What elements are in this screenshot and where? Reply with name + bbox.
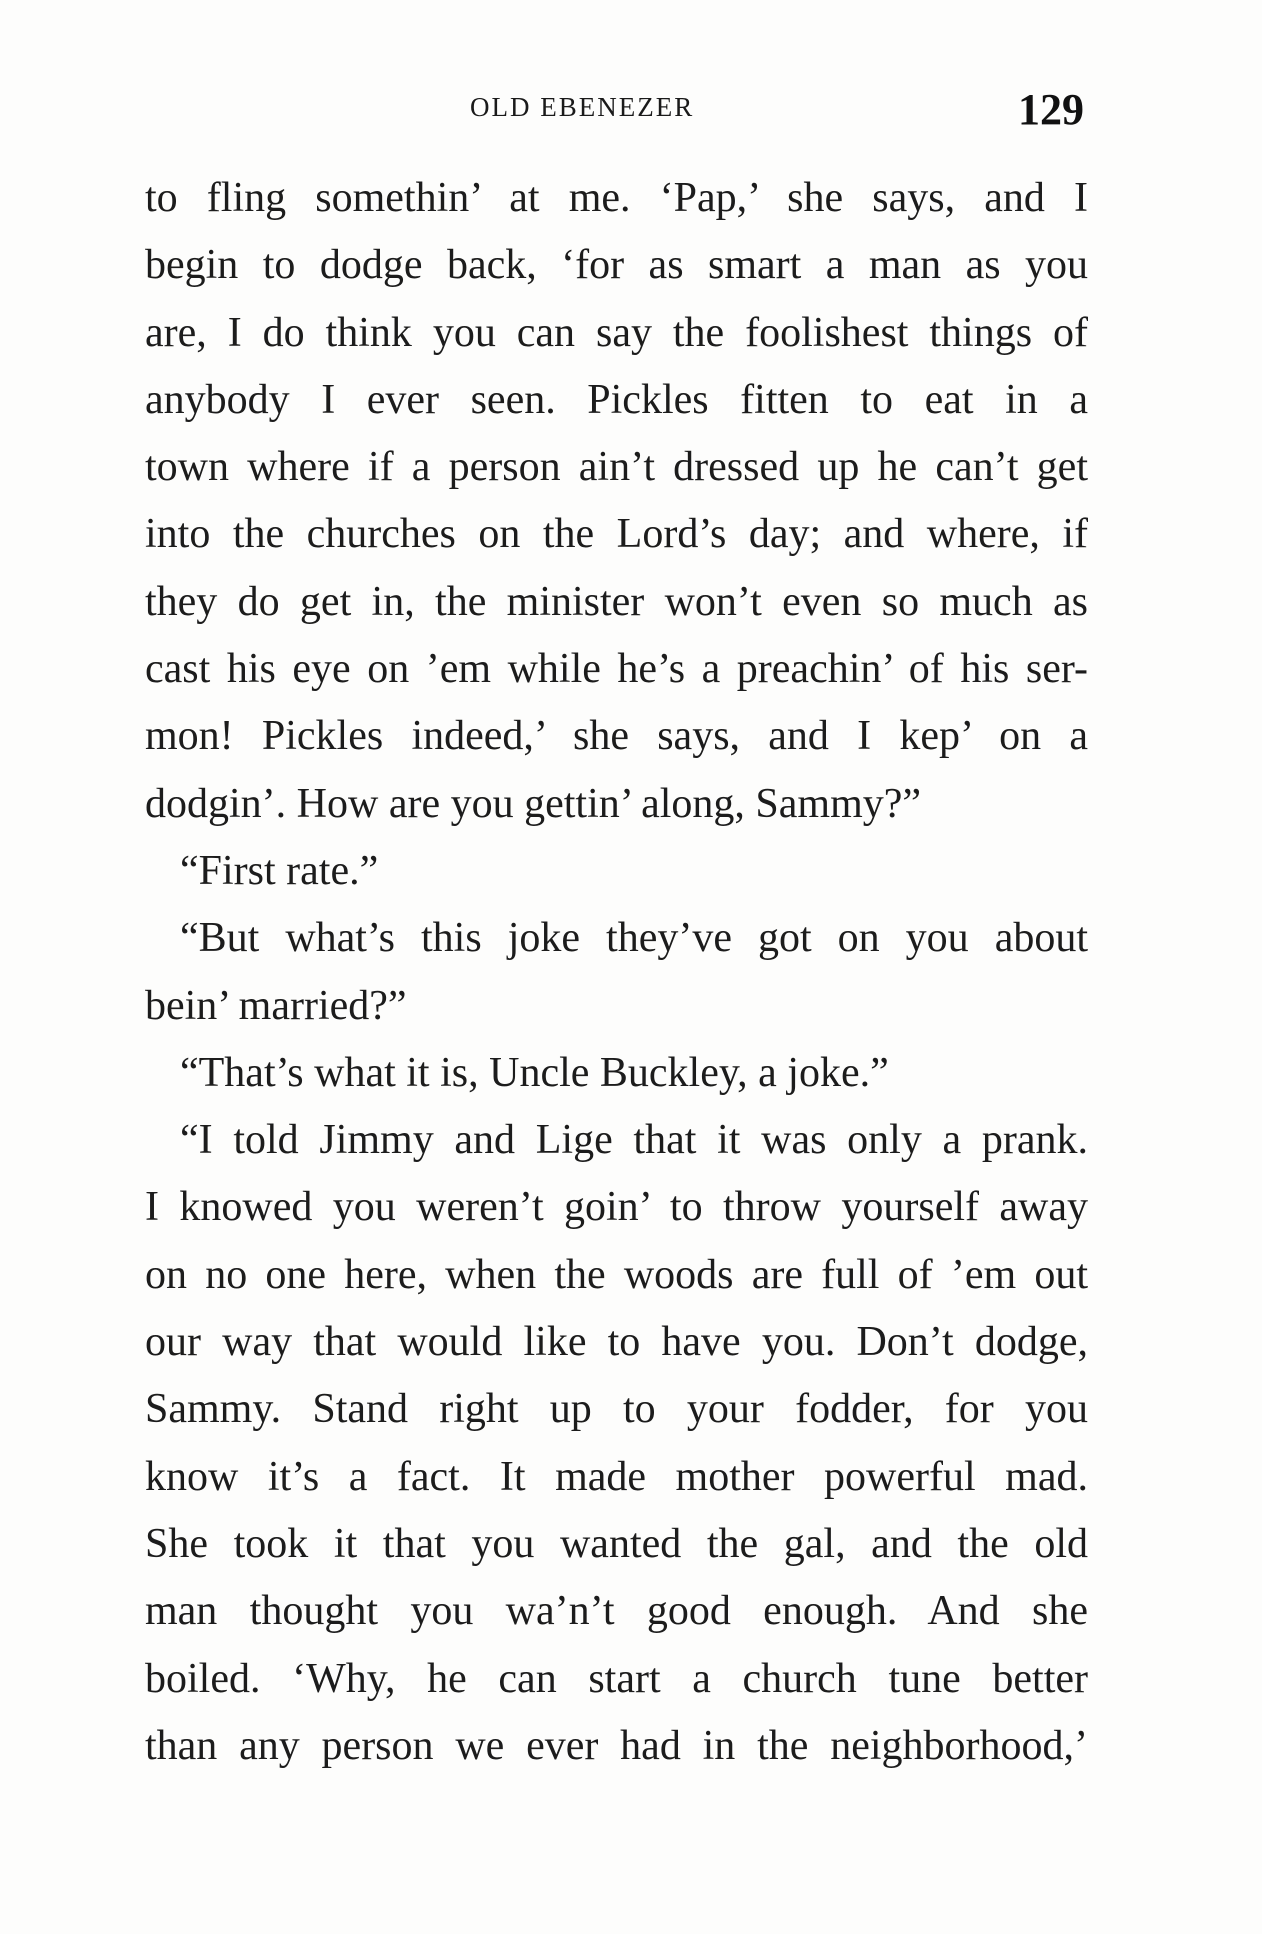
text-line: dodgin’. How are you gettin’ along, Sammy?”	[145, 780, 922, 827]
text-line: our way that would like to have you. Don’t dodge,	[145, 1319, 1088, 1366]
page-number: 129	[1018, 85, 1084, 134]
text-line: bein’ married?”	[145, 982, 407, 1029]
text-line: know it’s a fact. It made mother powerful mad.	[145, 1453, 1088, 1500]
text-line: on no one here, when the woods are full of ’em out	[145, 1251, 1088, 1298]
text-line: town where if a person ain’t dressed up he can’t get	[145, 444, 1088, 491]
text-line: “That’s what it is, Uncle Buckley, a joke.”	[180, 1049, 889, 1096]
body-text	[145, 165, 1088, 1780]
text-line: than any person we ever had in the neighborhood,’	[145, 1722, 1088, 1769]
text-line: cast his eye on ’em while he’s a preachin’ of his ser-	[145, 646, 1088, 693]
text-line: begin to dodge back, ‘for as smart a man as you	[145, 242, 1088, 289]
text-line: boiled. ‘Why, he can start a church tune better	[145, 1655, 1088, 1702]
text-line: She took it that you wanted the gal, and the old	[145, 1520, 1088, 1567]
running-head	[0, 85, 1262, 134]
text-line: “But what’s this joke they’ve got on you about	[180, 915, 1088, 962]
text-line: man thought you wa’n’t good enough. And she	[145, 1588, 1088, 1635]
text-line: mon! Pickles indeed,’ she says, and I kep’ on a	[145, 713, 1088, 760]
text-line: are, I do think you can say the foolishest things of	[145, 309, 1088, 356]
text-line: I knowed you weren’t goin’ to throw yourself away	[145, 1184, 1088, 1231]
running-title: OLD EBENEZER	[470, 92, 695, 122]
text-line: they do get in, the minister won’t even so much as	[145, 578, 1088, 625]
text-line: to fling somethin’ at me. ‘Pap,’ she says, and I	[145, 175, 1088, 221]
text-line: “First rate.”	[180, 847, 379, 894]
text-line: “I told Jimmy and Lige that it was only a prank.	[180, 1117, 1088, 1164]
text-line: Sammy. Stand right up to your fodder, for you	[145, 1386, 1088, 1433]
text-line: anybody I ever seen. Pickles fitten to eat in a	[145, 376, 1088, 423]
text-line: into the churches on the Lord’s day; and where, if	[145, 511, 1088, 558]
